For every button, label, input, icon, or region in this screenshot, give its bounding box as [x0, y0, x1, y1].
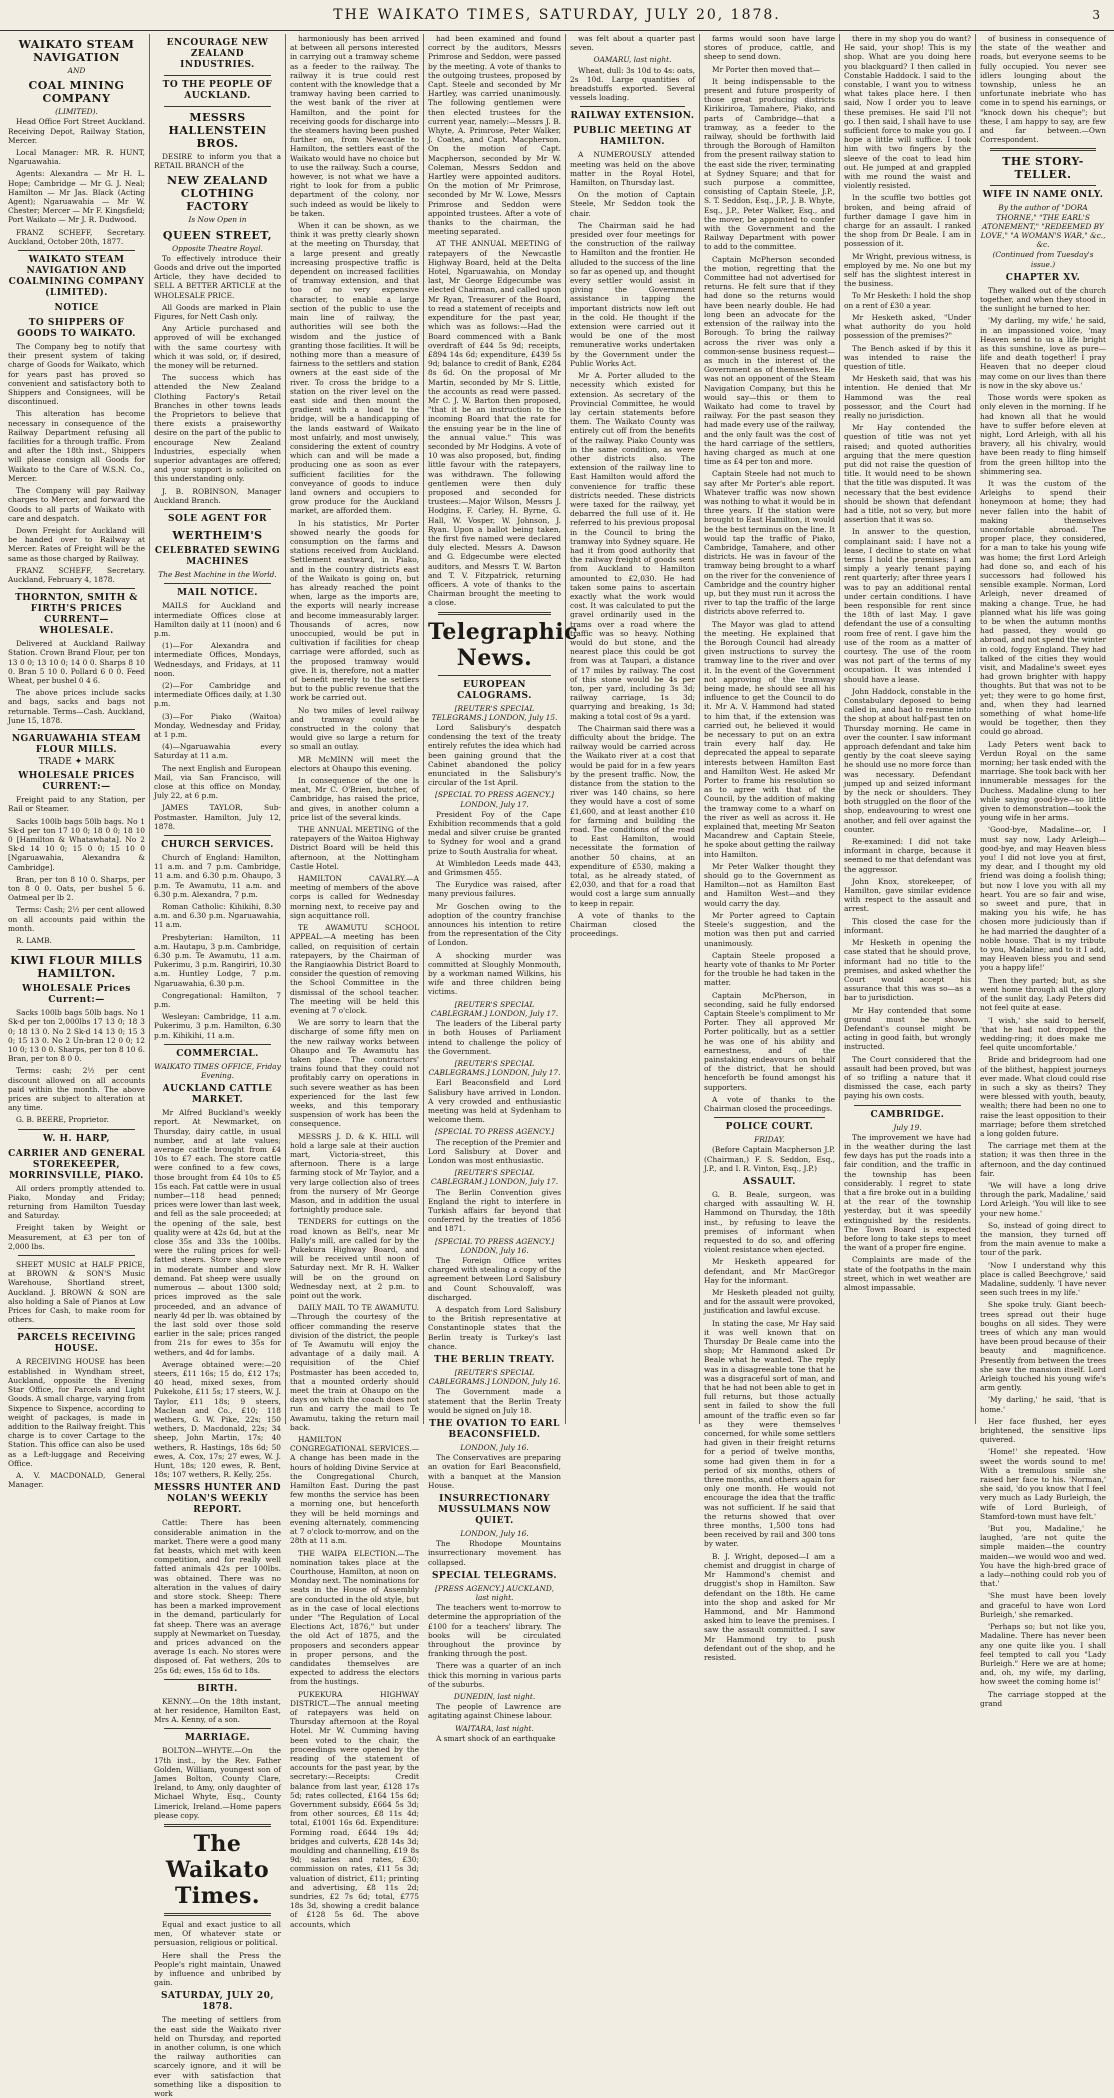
article-paragraph: Mr Hay contended the question of title was not yet raised; and quoted authorities arguing that the mere question put did not raise the question of title. It would need to be shown that the title was disputed. It was necessary that the best evidence should be shown that defendant had a title, not so very, but more assertion that it was so.: [844, 423, 971, 525]
article-paragraph: At Wimbledon Leeds made 443, and Grimsmen 455.: [428, 858, 561, 878]
article-paragraph: Terms: Cash; 2½ per cent allowed on all accounts paid within the month.: [8, 905, 145, 933]
article-paragraph: The Chairman said there was a difficulty about the bridge. The railway would be carried across the Waikato river at a cost that would be paid for in a few years by the present traffic. Now, the distance from the station to the river was 140 chains, so here they would have a cost of some £1,600, and at least another £10 for farming and building the road. The conditions of the road to East Hamilton, would necessitate the formation of another 50 chains, at an expenditure of £530, making a total, as he already stated, of £2,030, and that for a road that would cost a large sum annually to keep in repair.: [570, 723, 695, 908]
article-paragraph: The improvement we have had in the weather during the last few days has put the roads into a fair condition, and the traffic in the township has been considerably. I regret to state that a fire broke out in a building at the rear of the township yesterday, but it was speedily extinguished by the residents. The Town Board is expected before long to take steps to meet the want of a proper fire engine.: [844, 1132, 971, 1253]
article-paragraph: BOLTON—WHYTE.—On the 17th inst., by the Rev. Father Golden, William, youngest son of James Bolton, County Clare, Ireland, to Amy, only daughter of Michael Whyte, Esq., County Limerick, Ireland.—Home papers please copy.: [154, 1746, 281, 1820]
article-paragraph: Mr Porter agreed to Captain Steele's suggestion, and the motion was then put and carried unanimously.: [704, 910, 835, 948]
article-paragraph: (4)—Ngaruawahia every Saturday at 11 a.m.: [154, 742, 281, 761]
article-paragraph: Mr Goschen owing to the adoption of the country franchise announces his intention to retire from the representation of the City of London.: [428, 901, 561, 948]
headline: SATURDAY, JULY 20, 1878.: [161, 1991, 274, 2013]
headline: W. H. HARP,: [43, 1133, 110, 1144]
article-paragraph: Mr Porter then moved that—: [712, 64, 821, 74]
column-rule: [18, 949, 135, 950]
article-paragraph: 'Now I understand why this place is called Beechgrove,' said Madaline, suddenly. 'I have never seen such trees in my life.': [980, 1260, 1106, 1298]
article-paragraph: John Knox, storekeeper, of Hamilton, gave similar evidence with respect to the assault and arrest.: [844, 876, 971, 914]
article-paragraph: DAILY MAIL TO TE AWAMUTU.—Through the courtesy of the officer commanding the reserve division of the district, the people of Te Awamutu will enjoy the advantage of a daily mail. A requisition of the Chief Postmaster has been acceded to, that a mounted orderly should meet the train at Ohaupo on the days on which the coach does not run and carry the mail to Te Awamutu, taking the return mail back.: [290, 1303, 419, 1432]
column-rule: [18, 588, 135, 589]
article-paragraph: In the scuffle two bottles got broken, and being afraid of further damage I gave him in charge for an assault. I ranked the shop from Dr Beale. I am in possession of it.: [844, 193, 971, 249]
headline: KIWI FLOUR MILLS HAMILTON.: [10, 954, 143, 981]
article-paragraph: A NUMEROUSLY attended meeting was held on the above matter in the Royal Hotel, Hamilton, on Thursday last.: [570, 150, 695, 188]
article-paragraph: There was a quarter of an inch thick this morning in various parts of the suburbs.: [428, 1661, 561, 1689]
headline: ASSAULT.: [743, 1176, 796, 1187]
headline: TO THE PEOPLE OF AUCKLAND.: [162, 80, 273, 101]
article-paragraph: HAMILTON CONGREGATIONAL SERVICES.—A change has been made in the hours of holding Divine Service at the Congregational Church, Hamilton East. During the past few months the service has been a morning one, but henceforth they will be held mornings and evening alternately, commencing at 7 o'clock to-morrow, and on the 28th at 11 a.m.: [290, 1435, 419, 1546]
subheading: LONDON, July 16.: [460, 1443, 529, 1453]
article-paragraph: No two miles of level railway and tramway could be constructed in the colony that would give so large a return for so small an outlay.: [290, 705, 419, 752]
article-paragraph: A vote of thanks to the Chairman closed the proceedings.: [570, 910, 695, 939]
article-paragraph: TENDERS for cuttings on the road known as Bell's, near Mr Hally's mill, are called for by the Pukekura Highway Board, and will be received until noon of Saturday next. Mr R. H. Walker will be on the ground on Wednesday next, at 2 p.m. to point out the work.: [290, 1217, 419, 1301]
article-paragraph: SHEET MUSIC at HALF PRICE, at BROWN & SON'S Music Warehouse, Shortland street, Auckland. J. BROWN & SON are also holding a Sale of Pianos at Low Prices for Cash, to make room for others.: [8, 1260, 145, 1325]
headline: WHOLESALE Prices Current:—: [22, 984, 131, 1006]
article-paragraph: Mr Hesketh asked, "Under what authority do you hold possession of the premises?": [844, 312, 971, 341]
article-paragraph: (1)—For Alexandra and intermediate Offices, Mondays, Wednesdays, and Fridays, at 11 noon.: [154, 641, 281, 678]
article-paragraph: Lady Peters went back to Verdun Royal on the same morning; her task ended with the marriage. She took back with her innumerable messages for the Duchess. Madaline clung to her while saying good-bye—so little given to demonstration—took the young wife in her arms.: [980, 739, 1106, 823]
headline: EUROPEAN CALOGRAMS.: [457, 679, 532, 701]
article-paragraph: FRANZ SCHEFF, Secretary. Auckland, February 4, 1878.: [8, 565, 145, 584]
article-paragraph: MR McMINN will meet the electors at Ohaupo this evening.: [290, 754, 419, 773]
article-paragraph: Mr A. Porter alluded to the necessity which existed for extension. As secretary of the Provincial Committee, he would lay certain statements before them. The Waikato County was entirely cut off from the benefits of the railway. Piako County was in the same condition, as were other districts also. The extension of the railway line to East Hamilton would afford the convenience for traffic these districts needed. These districts were taxed for the railway, yet debarred the full use of it. He referred to his previous proposal in the Council to bring the tramway into Sydney square. He had it from good authority that the railway freight of goods sent from Auckland to Hamilton amounted to £2,030. He had taken some pains to ascertain exactly what the work would cost. It was calculated to put the gravel ordinarily used in the trams over a road where the traffic was so heavy. Nothing would do but stone, and the nearest place this could be got from was at Taupari, a distance of 17 miles by railway. The cost of this stone would be 4s per ton, per yard, including 3s 3d; railway carriage, 1s 3d; quarrying and breaking, 1s 3d; making a total cost of 9s a yard.: [570, 371, 695, 721]
article-paragraph: A despatch from Lord Salisbury to the British representative at Constantinople states that the Berlin treaty is Turkey's last chance.: [428, 1304, 561, 1351]
article-paragraph: This closed the case for the informant.: [844, 916, 971, 935]
article-paragraph: Mr Alfred Buckland's weekly report. At Newmarket, on Thursday, dairy cattle, in usual number, and at late values; average cattle brought from £4 10s to £7 each. The store cattle were confined to a few cows, those brought from £4 10s to £5 15s each. Fat cattle were in usual number—118 head penned; prices were lower than last week, and fell as the sale proceeded; at the opening of the sale, best quality were at 42s 6d, but at the close 35s and 33s the 100lbs. were the ruling prices for well-fatted steers. Store sheep were in moderate number and slow demand. Fat sheep were usually numerous — about 1300 sold; prices improved as the sale proceeded, and an advance of nearly 4d per lb. was obtained by the last sold over those sold earlier in the sale; prices ranged from 21s for ewes to 35s for wethers, and 4d for lambs.: [154, 1108, 281, 1357]
column-rule: [164, 1679, 271, 1680]
article-paragraph: Down Freight for Auckland will be handed over to Railway at Mercer. Rates of Freight will be the same as those charged by Railway.: [8, 525, 145, 563]
subheading: FRIDAY.: [754, 1135, 785, 1145]
article-paragraph: The Government made a statement that the Berlin Treaty would be signed on July 18.: [428, 1387, 561, 1415]
article-paragraph: JAMES TAYLOR, Sub-Postmaster. Hamilton, July 12, 1878.: [154, 803, 281, 831]
column-rule: [164, 1824, 271, 1827]
article-paragraph: 'Perhaps so; but not like you, Madaline. There has never been any one quite like you. I shall feel tempted to call you "Lady Burleigh." Here we are at home; and, oh, my wife, my darling, how sweet the coming home is!': [980, 1622, 1106, 1687]
article-paragraph: G. B. Beale, surgeon, was charged with assaulting W. H. Hammond on Thursday, the 18th inst., by refusing to leave the premises of informant when requested to do so, and offering violent resistance when ejected.: [704, 1189, 835, 1255]
article-paragraph: MAILS for Auckland and intermediate Offices close at Hamilton daily at 11 (noon) and 6 p.m.: [154, 601, 281, 638]
subheading: LONDON, July 16.: [460, 1529, 529, 1539]
article-paragraph: This alteration has become necessary in consequence of the Railway Department refusing all facilities for a through traffic. From and after the 18th inst., Shippers will please consign all Goods for Waikato to the Care of W.S.N. Co., Mercer.: [8, 409, 145, 483]
article-paragraph: PUKEKURA HIGHWAY DISTRICT.—The annual meeting of ratepayers was held on Thursday afternoon at the Royal Hotel. Mr W. Cumming having been voted to the chair, the proceedings were opened by the reading of the statement of accounts for the past year, by the secretary:—Receipts: Credit balance from last year, £128 17s 5d; rates collected, £164 15s 6d; Government subsidy, £664 5s 3d; from other sources, £8 11s 4d; total, £1001 16s 6d. Expenditure: Forming road, £644 19s 4d; bridges and culverts, £28 14s 3d; moulding and channelling, £19 8s 9d; salaries and rates, £30; commission on rates, £11 5s 3d; valuation of district, £11; printing and advertising, £8 11s 2d; sundries, £2 7s 6d; total, £775 18s 3d, showing a credit balance of £128 5s 6d. The above accounts, which: [290, 1689, 419, 1929]
column-rule: [164, 106, 271, 107]
column-1: [4, 34, 150, 1490]
headline: THORNTON, SMITH & FIRTH'S PRICES CURRENT—WHOLESALE.: [15, 593, 138, 637]
article-paragraph: 'But you, Madaline,' he laughed, 'are not quite the simple maiden—the country maiden—we would woo and wed. You have the high-bred grace of a lady—nothing could rob you of that.': [980, 1524, 1106, 1589]
article-paragraph: Church of England: Hamilton, 11 a.m. and 7 p.m. Cambridge, 11 a.m. and 6.30 p.m. Ohaupo, 3 p.m. Te Awamutu, 11 a.m. and 6.30 p.m. Alexandra, 7 p.m.: [154, 852, 281, 899]
article-paragraph: John Haddock, constable in the Constabulary deposed to being called in, and had to resume into the shop at about half-past ten on Thursday morning. He came in over the counter. I saw informant approach defendant and take him gently by the coat sleeve saying he should use no more force than was necessary. Defendant jumped up and seized informant by the neck or shoulders. They both struggled on the floor of the shop, endeavouring to wrest one another, and fell over against the counter.: [844, 686, 971, 834]
column-rule: [164, 835, 271, 836]
column-rule: [438, 612, 551, 615]
article-paragraph: THE ANNUAL MEETING of the ratepayers of the Waitoa Highway District Board will be held this afternoon, at the Nottingham Castle Hotel.: [290, 825, 419, 871]
article-paragraph: Agents: Alexandra — Mr H. L. Hope; Cambridge — Mr G. J. Neal; Hamilton — Mr Jas. Black (Acting Agent); Ngaruawahia — Mr W. Chester; Mercer — Mr F. Kingsfield; Port Waikato — Mr J. R. Dudwood.: [8, 169, 145, 225]
article-paragraph: TE AWAMUTU SCHOOL APPEAL.—A meeting has been called, on requisition of certain ratepayers, by the Chairman of the Rangiaowhia District Board to consider the question of removing the School Committee in the dismissal of the school teacher. The meeting will be held this evening at 7 o'clock.: [290, 923, 419, 1015]
subheading: [SPECIAL TO PRESS AGENCY.] LONDON, July 16.: [434, 1236, 554, 1255]
article-paragraph: Mr Hesketh said, that was his intention. He denied that Mr Hammond was the real possessor, and the Court had really no jurisdiction.: [844, 374, 971, 420]
headline: Telegraphic News.: [428, 618, 579, 671]
headline: ENCOURAGE NEW ZEALAND INDUSTRIES.: [166, 38, 269, 70]
column-rule: [714, 1117, 825, 1118]
headline: NGARUAWAHIA STEAM FLOUR MILLS.: [11, 733, 142, 755]
article-paragraph: Mr Hesketh pleaded not guilty, and for the assault were provoked, justification and lawful excuse.: [704, 1288, 835, 1316]
subheading: (Continued from Tuesday's issue.): [992, 250, 1094, 269]
headline: WAIKATO STEAM NAVIGATION AND COALMINING COMPANY (LIMITED).: [8, 255, 145, 299]
headline: AUCKLAND CATTLE MARKET.: [162, 1084, 273, 1106]
column-rule: [164, 509, 271, 510]
headline: PUBLIC MEETING AT HAMILTON.: [573, 126, 692, 148]
subheading: AND: [67, 66, 86, 75]
article-paragraph: Her face flushed, her eyes brightened, the sensitive lips quivered.: [980, 1416, 1106, 1445]
article-paragraph: Those words were spoken as only eleven in the morning. If he had known all that he would have to suffer before eleven at night, Lord Arleigh, with all his bravery, all his chivalry, would have been ready to fling himself from the green hilltop into the shimmering sea.: [980, 393, 1106, 476]
article-paragraph: 'She must have been lovely and graceful to have won Lord Burleigh,' she remarked.: [980, 1591, 1106, 1619]
article-paragraph: To Mr Hesketh: I hold the shop on a rent of £30 a year.: [844, 291, 971, 310]
article-paragraph: A vote of thanks to the Chairman closed the proceedings.: [704, 1094, 835, 1113]
article-paragraph: The next English and European Mail, via San Francisco, will close at this office on Monday, July 22, at 6 p.m.: [154, 763, 281, 801]
article-paragraph: Presbyterian: Hamilton, 11 a.m. Hautapu, 3 p.m. Cambridge, 6.30 p.m. Te Awamutu, 11 a.m. Pukerimu, 3 p.m. Rangiriri, 10.30 a.m. Huntley Lodge, 7 p.m. Ngaruawahia, 6.30 p.m.: [154, 932, 281, 988]
article-paragraph: 'I wish,' she said to herself, 'that he had not dropped the wedding-ring; it does make me feel quite uncomfortable.': [980, 1015, 1106, 1053]
subheading: The Best Machine in the World.: [158, 570, 277, 580]
column-rule: [164, 75, 271, 76]
article-paragraph: The Bench asked if by this it was intended to raise the question of title.: [844, 343, 971, 371]
article-paragraph: In answer to the question, complainant said: I have not a lease, I decline to state on what terms I hold the premises; I am simply a yearly tenant paying rent quarterly; after three years I was to pay an additional rental under certain conditions. I have been responsible for rent since the 18th of last May. I gave defendant the use of a consulting room free of rent. I gave him the use of the room as a matter of courtesy. The use of the room was not part of the terms of my occupation. It was intended I should have a lease.: [844, 527, 971, 684]
column-rule: [164, 1044, 271, 1045]
article-paragraph: The Eurydice was raised, after many previous failures.: [428, 880, 561, 899]
headline: COAL MINING COMPANY: [28, 79, 125, 106]
article-paragraph: All Goods are marked in Plain Figures, for Nett Cash only.: [154, 302, 281, 322]
column-3: [286, 34, 424, 1929]
column-7: [840, 34, 976, 1424]
article-paragraph: A. V. MACDONALD, General Manager.: [8, 1470, 145, 1490]
article-paragraph: DESIRE to inform you that a RETAIL BRANCH of the: [154, 152, 281, 171]
subheading: [PRESS AGENCY.] AUCKLAND, last night.: [435, 1583, 554, 1603]
article-paragraph: G. B. BEERE, Proprietor.: [16, 1115, 109, 1125]
headline: NOTICE: [54, 303, 99, 314]
subheading: [REUTER'S SPECIAL CABLEGRAMS.] LONDON, July 17.: [428, 1058, 561, 1078]
headline: NEW ZEALAND CLOTHING FACTORY: [167, 174, 268, 214]
article-paragraph: Captain McPherson seconded the motion, regretting that the Committee had not advertised for returns. He felt sure that if they had done so the returns would have been nearly double. He had long been an advocate for the extension of the railway into the Borough. To bring the railway across the river was only a common-sense business request—as much in the interest of the Government as of themselves. He was not an opponent of the Steam Navigation Company, but this he would say—this or them to Waikato had come to travel by railway. For the past season they had made every use of the railway, and the only fault was the cost of the hard carriage of the settlers, having charged as much at one time as £4 per ton and more.: [704, 254, 835, 467]
article-paragraph: Mr Hesketh appeared for defendant, and Mr MacGregor Hay for the informant.: [704, 1257, 835, 1285]
article-paragraph: The Court considered that the assault had been proved, but was of so trifling a nature that it dismissed the case, each party paying his own costs.: [844, 1054, 971, 1101]
article-paragraph: there in my shop you do want? He said, your shop! This is my shop. What are you doing here you blackguard? I then called in Constable Haddock. I said to the constable, I want you to witness what takes place here. I then said, Now I order you to leave these premises. He said I'll not go. I then said, I shall have to use sufficient force to make you go. I hope a little will suffice. I took him with two fingers by the sleeve of the coat to lead him out. He jumped at and grappled with me round the waist and violently resisted.: [844, 34, 971, 191]
article-paragraph: Local Manager: MR. R. HUNT, Ngaruawahia.: [8, 148, 145, 167]
article-paragraph: Bride and bridegroom had one of the blithest, happiest journeys ever made. What cloud could rise in such a sky as theirs? They were blessed with youth, beauty, wealth; there had been no one to raise the least opposition to their marriage; before them stretched a long golden future.: [980, 1055, 1106, 1138]
article-paragraph: It was the custom of the Arleighs to spend their honeymoon at home; they had never fallen into the habit of making themselves uncomfortable abroad. The proper place, they considered, for a man to take his young wife was home; the first Lord Arleigh had done so, and each of his successors had followed his sensible example. Norman, Lord Arleigh, never dreamed of making a change. True, he had planned what his life was going to be when the autumn months had passed, they would go abroad, and not spend the winter in cold, foggy England. They had talked of the cities they would visit, and Madaline's sweet eyes had grown brighter with happy thoughts. But that was not to be yet; they were to go home first, and, when they had learned something of what home-life would be together, then they could go abroad.: [980, 478, 1106, 737]
article-paragraph: Then they parted; but, as she went home through all the glory of the sunlit day, Lady Peters did not feel quite at ease.: [980, 975, 1106, 1013]
subheading: WAITARA, last night.: [455, 1723, 534, 1733]
article-paragraph: Bran, per ton 8 10 0. Sharps, per ton 8 0 0. Oats, per bushel 5 6. Oatmeal per lb 2.: [8, 874, 145, 903]
article-paragraph: The Chairman said he had presided over four meetings for the construction of the railway to Hamilton and the frontier. He alluded to the success of the line so far as opened up, and thought every settler would assist in giving the Government assistance in tapping the important districts now left out in the cold. He thought if the extension were carried out it would be one of the most remunerative works undertaken by the Government under the Public Works Act.: [570, 220, 695, 368]
article-paragraph: To effectively introduce their Goods and drive out the imported Article, they have decided to SELL A BETTER ARTICLE at the WHOLESALE PRICE.: [154, 253, 281, 300]
article-paragraph: Mr Wright, previous witness, is employed by me. No one but my self has the slightest interest in the business.: [844, 251, 971, 289]
article-paragraph: The teachers went to-morrow to determine the appropriation of the £100 for a teachers' library. The books will be circulated throughout the province by franking through the post.: [428, 1603, 561, 1659]
article-paragraph: The success which has attended the New Zealand Clothing Factory's Retail Branches in other towns leads the Proprietors to believe that there exists a praiseworthy desire on the part of the public to encourage New Zealand Industries, especially when superior advantages are offered; and your support is solicited on this understanding only.: [154, 373, 281, 484]
headline: QUEEN STREET,: [162, 228, 273, 242]
headline: THE BERLIN TREATY.: [434, 1355, 555, 1365]
headline: POLICE COURT.: [725, 1122, 814, 1133]
page-number: 3: [1092, 8, 1102, 22]
article-paragraph: When it can be shown, as we think it was pretty clearly shown at the meeting on Thursday, that a large present and greatly increasing prospective traffic is dependent on increased facilities of tramway extension, and that too of no very expensive character, to enable a large section of the public to use the main line of railway, the authorities will see both the wisdom and the justice of granting those facilities. It will be nothing more than a measure of fairness to the settlers and station owners at the east side of the river. To cross the bridge to a station on the river level on the east side and then mount the gradient with a load to the bridge, will be a handicapping of the lands eastward of Waikato most unfairly, and most unwisely, considering the extent of country which can and will be made a producing one as soon as ever sufficient facilities for the conveyance of goods to induce land owners and occupiers to grow produce for the Auckland market, are afforded them.: [290, 221, 419, 516]
trade-mark: TRADE ✦ MARK: [38, 756, 115, 767]
article-paragraph: Captain Steele had not much to say after Mr Porter's able report. Whatever traffic was now shown was nothing to what it would be in three years. If the station were brought to East Hamilton, it would be the best terminus on the line. It would tap the traffic of Piako, Cambridge, Tamahere, and other districts. He was in favour of the tramway being brought to a wharf on the river for the convenience of Cambridge and the country higher up, but they must run it across the river to tap the traffic of the large districts above referred to.: [704, 469, 835, 617]
column-4: [424, 34, 579, 1743]
headline: MAIL NOTICE.: [177, 588, 258, 599]
subheading: Opposite Theatre Royal.: [172, 243, 263, 253]
subheading: Is Now Open in: [188, 215, 247, 225]
article-paragraph: (2)—For Cambridge and intermediate Offices daily, at 1.30 p.m.: [154, 680, 281, 709]
article-paragraph: R. LAMB.: [16, 936, 52, 945]
article-paragraph: The meeting of settlers from the east side the Waikato river held on Thursday, and reported in another column, is one which the railway authorities can scarcely ignore, and it will be ever with satisfaction that something like a disposition to work: [154, 2015, 281, 2098]
subheading: [REUTER'S SPECIAL CABLEGRAMS.] LONDON, July 16.: [428, 1368, 561, 1387]
article-paragraph: Mr Peter Walker thought they should go to the Government as Hamilton—not as Hamilton East and Hamilton West—and they would carry the day.: [704, 861, 835, 908]
article-paragraph: harmoniously has been arrived at between all persons interested in carrying out a tramway scheme as a feeder to the railway. The railway it is true could rest content with the knowledge that a tramway having been carried to the west bank of the river at Hamilton, and the point for receiving goods for discharge into the steamers having been pushed further on, from Newcastle to Hamilton, the settlers east of the Waikato would have no choice but to use the railway. Such a course, however, is not what we have a right to look for from a public department of the colony, nor such indeed as would be likely to be taken.: [290, 34, 419, 218]
article-paragraph: (Before Captain Macpherson J.P. (Chairman,) F. S. Seddon, Esq., J.P., and I. R. Vinton, Esq., J.P.): [704, 1145, 835, 1173]
subheading: By the author of "DORA THORNE," "THE EARL'S ATONEMENT," "REDEEMED BY LOVE," "A WOMAN'S WAR," &c., &c.: [980, 203, 1106, 250]
article-paragraph: Freight paid to any Station, per Rail or Steamer.: [8, 795, 145, 814]
article-paragraph: The Berlin Convention gives England the right to interfere in Turkish affairs far beyond that conferred by the treaties of 1856 and 1871.: [428, 1187, 561, 1234]
article-paragraph: In his statistics, Mr Porter showed nearly the goods for consumption on the farms and stations received from Auckland. Settlement eastward, in Piako, and in the country districts east of the Waikato is going on, but has already reached the point when, large as the imports are, the exports will nearly increase and become immeasurably larger. Thousands of acres, now unoccupied, would be put in cultivation if facilities for cheap carriage were afforded, such as the proposed tramway would give. It is, therefore, not a matter of benefit merely to the settlers but to the public revenue that the work be carried out.: [290, 518, 419, 703]
article-paragraph: Equal and exact justice to all men, Of whatever state or persuasion, religious or political.: [154, 1920, 281, 1948]
article-paragraph: A smart shock of an earthquake: [436, 1733, 556, 1743]
article-paragraph: was felt about a quarter past seven.: [570, 34, 695, 53]
headline: SOLE AGENT FOR: [168, 514, 267, 525]
headline: BIRTH.: [197, 1683, 238, 1694]
column-rule: [164, 583, 271, 584]
column-rule: [580, 106, 685, 107]
article-paragraph: We are sorry to learn that the discharge of some fifty men on the new railway works between Ohaupo and Te Awamutu has taken place. The contractors' trains found that they could not profitably carry on operations in such severe weather as has been experienced for the last few weeks, and this temporary suspension of work has been the consequence.: [290, 1018, 419, 1129]
column-5: [566, 34, 700, 1424]
column-rule: [990, 148, 1096, 151]
subheading: [SPECIAL TO PRESS AGENCY.] LONDON, July 17.: [434, 790, 554, 809]
headline: RAILWAY EXTENSION.: [570, 111, 695, 122]
newspaper-columns: [4, 34, 1110, 2098]
article-paragraph: The Company beg to notify that their present system of taking charge of Goods for Waikato, which for years past has proved so convenient and satisfactory both to Shippers and Consignees, will be discontinued.: [8, 342, 145, 407]
article-paragraph: FRANZ SCHEFF, Secretary. Auckland, October 20th, 1877.: [8, 227, 145, 246]
article-paragraph: Mr Hesketh in opening the case stated that he should prove, informant had no title to the premises, and asked whether the Court would accept his assurance that this was so—as a bar to jurisdiction.: [844, 938, 971, 1003]
article-paragraph: farms would soon have large stores of produce, cattle, and sheep to send down.: [704, 34, 835, 62]
article-paragraph: Wesleyan: Cambridge, 11 a.m. Pukerimu, 3 p.m. Hamilton, 6.30 p.m. Kihikihi, 11 a.m.: [154, 1012, 281, 1040]
article-paragraph: Sacks 100lb bags 50lb bags. No 1 Sk-d per ton 17 10 0; 18 0 0; 18 10 0 [Hamilton & Whatawhata]. No 2 Sk-d 14 10 0; 15 0 0; 15 10 0 [Ngaruawahia, Alexandra & Cambridge].: [8, 816, 145, 872]
article-paragraph: Head Office Fort Street Auckland. Receiving Depot, Railway Station, Mercer.: [8, 117, 145, 145]
column-rule: [438, 675, 551, 676]
article-paragraph: On the motion of Captain Steele, Mr Seddon took the chair.: [570, 190, 695, 218]
headline: THE OVATION TO EARL BEACONSFIELD.: [429, 1419, 560, 1441]
headline: WAIKATO STEAM NAVIGATION: [18, 38, 135, 64]
article-paragraph: A RECEIVING HOUSE has been established in Wyndham street, Auckland, opposite the Evening Star Office, for Parcels and Light Goods. A small charge, varying from Sixpence to Sixpence, according to weight of packages, is made in addition to the Railway freight. This charge is to cover Cartage to the Station. This office can also be used as a Left-luggage and Receiving Office.: [8, 1357, 145, 1468]
article-paragraph: They walked out of the church together, and when they stood in the sunlight he turned to her.: [980, 285, 1106, 314]
article-paragraph: The above prices include sacks and bags, sacks and bags not returnable. Terms—Cash. Auckland, June 15, 1878.: [8, 688, 145, 725]
column-rule: [164, 1913, 271, 1916]
article-paragraph: Here shall the Press the People's right maintain, Unawed by influence and unbribed by gain.: [154, 1950, 281, 1988]
headline: WIFE IN NAME ONLY.: [982, 190, 1104, 201]
subheading: (LIMITED).: [55, 107, 98, 117]
article-paragraph: KENNY.—On the 18th instant, at her residence, Hamilton East, Mrs A. Kenny, of a son.: [154, 1696, 281, 1725]
masthead: [0, 0, 1114, 31]
article-paragraph: The Mayor was glad to attend the meeting. He explained that the Borough Council had already given instructions to survey the tramway line to the river and over it. In the event of the Government not approving of the tramway being made, he should see all his influence to get the Council to do it. Mr A. V. Hammond had stated to him that, if the extension was carried out, he believed it would be necessary to put on an extra train every half day. He deprecated the appeal to separate interests between Hamilton East and Hamilton West. He asked Mr Porter to frame his resolution so as to agree with that of the Council, by the addition of making the tramway come to a wharf on the river as well as across it. He explained that, meeting Mr Seaton Macandrew and Captain Steele, he spoke about getting the railway into Hamilton.: [704, 619, 835, 859]
headline: PARCELS RECEIVING HOUSE.: [17, 1333, 136, 1355]
column-rule: [990, 185, 1096, 186]
article-paragraph: A shocking murder was committed at Sloughly Monmouth, by a workman named Wilkins, his wife and three children being victims.: [428, 950, 561, 997]
article-paragraph: of business in consequence of the state of the weather and roads, but everyone seems to be fully occupied. You never see idlers lounging about the township, unless he an unfortunate inebriate who has come in to spend his earnings, or "knock down his cheque"; but these, I am happy to say, are few and far between.—Own Correspondent.: [980, 34, 1106, 145]
headline: CARRIER AND GENERAL STOREKEEPER, MORRINSVILLE, PIAKO.: [8, 1148, 145, 1181]
headline: MESSRS HALLENSTEIN BROS.: [168, 111, 267, 150]
headline: MARRIAGE.: [184, 1733, 251, 1744]
headline: CELEBRATED SEWING MACHINES: [154, 546, 281, 568]
article-paragraph: Freight taken by Weight or Measurement, at £3 per ton of 2,000 lbs.: [8, 1223, 145, 1251]
column-rule: [18, 250, 135, 251]
article-paragraph: THE WAIPA ELECTION.—The nomination takes place at the Courthouse, Hamilton, at noon on Monday next. The nominations for seats in the House of Assembly are conducted in the old style, but as in the case of local elections under "The Regulation of Local Elections Act, 1876," but under the old Act of 1875, and the proposers and seconders appear in proper persons, and the candidates themselves are expected to address the electors from the hustings.: [290, 1548, 419, 1687]
article-paragraph: The Rhodope Mountains insurrectionary movement has collapsed.: [428, 1539, 561, 1567]
article-paragraph: J. B. ROBINSON, Manager Auckland Branch.: [154, 486, 281, 505]
article-paragraph: B. J. Wright, deposed—I am a chemist and druggist in charge of Mr Hammond's chemist and druggist's shop in Hamilton. Saw defendant on the 18th. He came into the shop and asked for Mr Hammond, and Mr Hammond asked him to leave the premises. I saw the assault committed. I saw Mr Hammond try to push defendant out of the shop, and he resisted.: [704, 1551, 835, 1662]
article-paragraph: In stating the case, Mr Hay said it was well known that on Thursday Dr Beale came into the shop; Mr Hammond asked Dr Beale what he wanted. The reply was in a disagreeable tone that he was a disgraceful sort of man, and that he had not been able to get in full returns, but those actually sent in failed to show the full amount of the traffic even so far as they were themselves concerned, for while some settlers had given in their freight returns for a period of twelve months, some had given them in for a period of six months, others of three months, and others again for only one month. He would not encourage the idea that the traffic was not sufficient. If he said that the returns showed that over three months, 1,500 tons had been received by rail and 300 tons by water.: [704, 1318, 836, 1549]
headline: THE STORY-TELLER.: [1002, 155, 1084, 182]
article-paragraph: Congregational: Hamilton, 7 p.m.: [154, 990, 281, 1010]
column-rule: [854, 1105, 961, 1106]
article-paragraph: MESSRS J. D. & K. HILL will hold a large sale at their auction mart, Victoria-street, this afternoon. There is a large farming stock of Mr Taylor, and a very large collection also of trees from the nursery of Mr George Mason, and in addition the usual fortnightly produce sale.: [290, 1131, 419, 1215]
article-paragraph: 'Good-bye, Madaline—or, I must say now, Lady Arleigh—good-bye, and may Heaven bless you! I did not love you at first, my dear, and I thought my old friend was doing a foolish thing; but now I love you with all my heart. You are so fair and wise, so sweet and pure, that in making you his wife, he has chosen more judiciously than if he had married the daughter of a noble house. That is my tribute to you, Madaline; and to it I add, may Heaven bless you and send you a happy life!': [980, 825, 1106, 973]
article-paragraph: Any Article purchased and approved of will be exchanged with the same courtesy with which it was sold, or, if desired, the money will be returned.: [154, 324, 281, 371]
article-paragraph: So, instead of going direct to the mansion, they turned off from the main avenue to make a tour of the park.: [980, 1220, 1106, 1258]
article-paragraph: President Foy of the Cape Exhibition recommends that a gold medal and silver cruise be granted to Sydney for wool and a grand prize to South Australia for wheat.: [428, 809, 561, 856]
article-paragraph: The Conservatives are preparing an ovation for Earl Beaconsfield, with a banquet at the Mansion House.: [428, 1453, 561, 1490]
column-rule: [164, 1728, 271, 1729]
headline: WERTHEIM'S: [172, 529, 263, 543]
article-paragraph: Terms: cash; 2½ per cent discount allowed on all accounts paid within the month. The above prices are subject to alteration at any time.: [8, 1066, 145, 1113]
article-paragraph: The Foreign Office writes charged with stealing a copy of the agreement between Lord Salisbury and Count Schouvaloff, was discharged.: [428, 1255, 561, 1302]
headline: The Waikato Times.: [165, 1831, 270, 1910]
subheading: [REUTER'S SPECIAL CABLEGRAM.] LONDON, July 17.: [430, 1168, 559, 1187]
headline: CHURCH SERVICES.: [161, 839, 274, 850]
article-paragraph: had been examined and found correct by the auditors, Messrs Primrose and Seddon, were passed by the meeting. A vote of thanks to the outgoing trustees, proposed by Capt. Steele and seconded by Mr Hartley, was carried unanimously. The following gentlemen were then elected trustees for the current year, namely:—Messrs J. B. Whyte, A. Primrose, Peter Walker, J. Coates, and Capt. Macpherson. On the motion of Capt. Macpherson, seconded by Mr W. Coleman, Messrs Seddon and Hartley were appointed auditors. On the motion of Mr Primrose, seconded by Mr W. Lowe, Messrs Primrose and Seddon were appointed trustees. After a vote of thanks to the chairman, the meeting separated.: [428, 34, 561, 237]
headline: INSURRECTIONARY MUSSULMANS NOW QUIET.: [438, 1494, 551, 1527]
article-paragraph: Lord Salisbury's despatch condensing the text of the treaty entirely refutes the idea which had been gaining ground that the Cabinet abandoned the policy enunciated in the Salisbury's circular of the 1st April.: [428, 723, 561, 788]
article-paragraph: Re-examined: I did not take informant in charge, because it seemed to me that defendant was the aggressor.: [844, 837, 971, 874]
article-paragraph: Cattle: There has been considerable animation in the market. There were a good many fat beasts, which met with keen competition, and for really well fatted animals 42s per 100lbs. was obtained. There was no alteration in the values of dairy and store stock. Sheep: There has been a marked improvement in the demand, particularly for fat sheep. There was an average supply at Newmarket on Tuesday, and prices advanced on the average 1s each. No stores were disposed of. Fat wethers, 20s to 25s 6d; ewes, 15s 6d to 18s.: [154, 1518, 282, 1675]
headline: WHOLESALE PRICES CURRENT:—: [18, 771, 135, 793]
column-rule: [18, 1328, 135, 1329]
column-rule: [18, 1129, 135, 1130]
article-paragraph: Sacks 100lb bags 50lb bags. No 1 Sk-d per ton 2,000lbs 17 13 0; 18 3 0; 18 13 0. No 2 Sk-d 14 13 0; 15 3 0; 15 13 0. No 2 Un-bran 12 0 0; 12 10 0; 13 0 0. Sharps, per ton 8 10 6. Bran, per ton 8 0 0.: [8, 1008, 145, 1064]
article-paragraph: The Company will pay Railway charges to Mercer, and forward the Goods to all parts of Waikato with care and despatch.: [8, 486, 145, 523]
article-paragraph: The carriage met them at the station; it was then three in the afternoon, and the day continued fair.: [980, 1141, 1106, 1178]
article-paragraph: Wheat, dull: 3s 10d to 4s: oats, 2s 10d. Large quantities of breadstuffs exported. Several vessels loading.: [570, 65, 695, 103]
headline: CAMBRIDGE.: [870, 1109, 945, 1120]
article-paragraph: Earl Beaconsfield and Lord Salisbury have arrived in London. A very crowded and enthusiastic meeting was held at Sydenham to welcome them.: [428, 1078, 561, 1125]
article-paragraph: She spoke truly. Giant beech-trees spread out their huge boughs on all sides. They were trees of which any man would have been proud because of their beauty and magnificence. Presently from between the trees she saw the mansion itself. Lord Arleigh touched his young wife's arm gently.: [980, 1300, 1106, 1393]
article-paragraph: The people of Lawrence are agitating against Chinese labour.: [428, 1702, 561, 1721]
article-paragraph: 'My darling, my wife,' he said, in an impassioned voice, 'may Heaven send to us a life bright as this sunshine, love as pure—life and death together! I pray Heaven that no deeper cloud may come on our lives than there is now in the sky above us.': [980, 316, 1106, 390]
article-paragraph: Captain McPherson, in seconding, said he fully endorsed Captain Steele's compliment to Mr Porter. They all approved Mr Porter politically, but as a settler he was one of his ability and earnestness, and of the painstaking endeavours on behalf of the district, that he should henceforth be found amongst his supporters.: [704, 990, 835, 1092]
headline: COMMERCIAL.: [176, 1048, 259, 1059]
subheading: WAIKATO TIMES OFFICE, Friday Evening.: [154, 1061, 281, 1081]
article-paragraph: Delivered at Auckland Railway Station. Crown Brand Flour, per ton 13 0 0; 13 10 0; 14 0 0. Sharps 8 10 0. Bran 5 10 0. Pollard 6 0 0. Feed Wheat, per bushel 0 4 6.: [8, 639, 145, 685]
article-paragraph: Mr Hay contended that some ground must be shown. Defendant's counsel might be acting in good faith, but wrongly instructed.: [844, 1005, 971, 1052]
article-paragraph: All orders promptly attended to. Piako, Monday and Friday; returning from Hamilton Tuesday and Saturday.: [8, 1183, 145, 1221]
headline: SPECIAL TELEGRAMS.: [431, 1570, 558, 1581]
subheading: [REUTER'S SPECIAL CABLEGRAM.] LONDON, July 17.: [430, 999, 559, 1018]
article-paragraph: Average obtained were:—20 steers, £11 16s; 15 do, £12 17s; 40 head, mixed sexes, from Pukekohe, £11 5s; 17 steers, W. J. Taylor, £11 18s; 9 steers, Maclean and Co., £10; 118 wethers, G. W. Pike, 22s; 150 wethers, D. Macdonald, 22s; 34 sheep, John Martin, 17s; 40 wethers, R. Hastings, 18s 6d; 50 ewes, A. Cox, 17s; 27 ewes, W. J. Hunt, 18s; 120 ewes, R. Bent, 18s; 107 wethers, R. Kelly, 25s.: [154, 1359, 281, 1480]
article-paragraph: Complaints are made of the state of the footpaths in the main street, which in wet weather are almost impassable.: [844, 1255, 971, 1292]
headline: TO SHIPPERS OF GOODS TO WAIKATO.: [17, 318, 136, 340]
article-paragraph: 'Home!' she repeated. 'How sweet the words sound to me! With a tremulous smile she raised her face to his. 'Norman,' she said, 'do you know that I feel very much as Lady Burleigh, the wife of Lord Burleigh, of Stamford-town must have felt.': [980, 1447, 1106, 1521]
newspaper-title: THE WAIKATO TIMES, SATURDAY, JULY 20, 1878.: [333, 7, 781, 23]
article-paragraph: Captain Steele proposed a hearty vote of thanks to Mr Porter for the trouble he had taken in the matter.: [704, 950, 835, 988]
article-paragraph: 'My darling,' he said, 'that is home.': [980, 1395, 1106, 1414]
article-paragraph: It being indispensable to the present and future prosperity of those great producing districts Kirikiriroa, Tamahere, Piako, and parts of Cambridge—that a tramway, as a feeder to the railway, should be forthwith laid through the Borough of Hamilton from the present railway station to the east side the river, terminating at Sydney Square; and that for such purpose a committee, consisting of Captain Steele, J.P., S. T. Seddon, Esq., J.P., J. B. Whyte, Esq., J.P., Peter Walker, Esq., and the mover, be appointed to confer with the Government and the Railway Department with power to add to the committee.: [704, 76, 835, 252]
article-paragraph: AT THE ANNUAL MEETING of ratepayers of the Newcastle Highway Board, held at the Delta Hotel, Ngaruawahia, on Monday last, Mr George Edgecumbe was elected Chairman, and called upon Mr Ryan, Treasurer of the Board, to read a statement of receipts and expenditure for the past year, which was as follows:—Had the Board commenced with a Bank overdraft of £44 5s 9d; receipts, £894 14s 6d; expenditure, £439 5s 9d; balance to credit of Bank, £284 8s 6d. On the proposal of Mr Martin, seconded by Mr S. Little, the accounts as read were passed. Mr C. J. W. Barton then proposed, "that it be an instruction to the incoming Board that the rate for the ensuing year be in the line of the annual value." This was seconded by Mr Hodgins. A vote of 10 was also proposed, but, finding little favour with the ratepayers, was withdrawn. The following gentlemen were then duly proposed and seconded for trustees:—Major Wilson, Messrs J. Hodgins, F. Carley, H. Byrne, G. Hall, W. Vosper, W. Johnson, J. Ryan. Upon a ballot being taken, the first five named were declared duly elected. Messrs A. Dawson and G. Edgecumbe were elected auditors, and Messrs T. W. Barton and T. V. Fitzpatrick, returning officers. A vote of thanks to the Chairman brought the meeting to a close.: [428, 239, 561, 608]
subheading: [SPECIAL TO PRESS AGENCY.]: [434, 1127, 554, 1137]
column-6: [700, 34, 840, 1662]
subheading: [REUTER'S SPECIAL TELEGRAMS.] LONDON, July 15.: [431, 703, 558, 722]
article-paragraph: HAMILTON CAVALRY.—A meeting of members of the above corps is called for Wednesday morning next, to receive pay and sign acquittance roll.: [290, 874, 419, 920]
subheading: July 19.: [893, 1122, 922, 1132]
article-paragraph: 'We will have a long drive through the park, Madaline,' said Lord Arleigh. 'You will like to see your new home.': [980, 1180, 1106, 1218]
headline: CHAPTER XV.: [1005, 272, 1081, 283]
column-rule: [18, 729, 135, 730]
column-rule: [18, 1255, 135, 1256]
subheading: DUNEDIN, last night.: [453, 1692, 536, 1702]
article-paragraph: The leaders of the Liberal party in both Houses of Parliament intend to challenge the policy of the Government.: [428, 1019, 561, 1056]
article-paragraph: (3)—For Piako (Waitoa) Monday, Wednesday and Friday, at 1 p.m.: [154, 711, 281, 739]
article-paragraph: The carriage stopped at the grand: [980, 1689, 1106, 1708]
headline: MESSRS HUNTER AND NOLAN'S WEEKLY REPORT.: [154, 1483, 281, 1516]
article-paragraph: Roman Catholic: Kihikihi, 8.30 a.m. and 6.30 p.m. Ngaruawahia, 11 a.m.: [154, 901, 281, 930]
column-2: [150, 34, 286, 2098]
column-8: [976, 34, 1110, 1708]
article-paragraph: In consequence of the one ls meat, Mr C. O'Brien, butcher, of Cambridge, has raised the price, and gives, in another column a price list of the several kinds.: [290, 776, 419, 822]
subheading: OAMARU, last night.: [593, 55, 672, 65]
article-paragraph: The reception of the Premier and Lord Salisbury at Dover and London was most enthusiastic.: [428, 1137, 561, 1165]
